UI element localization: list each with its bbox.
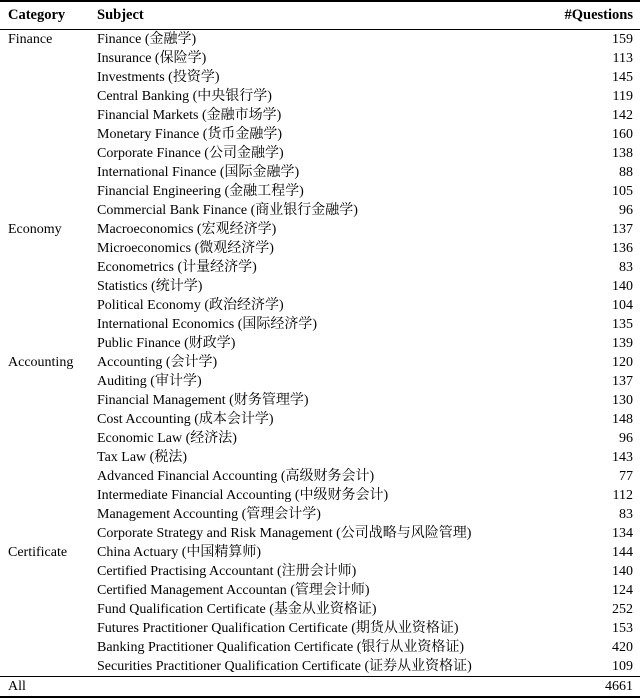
subject-cell: Auditing (审计学) xyxy=(97,374,202,389)
table-row xyxy=(0,581,640,600)
subject-cell: Central Banking (中央银行学) xyxy=(97,89,272,104)
questions-cell: 160 xyxy=(612,127,633,142)
questions-cell: 143 xyxy=(612,450,633,465)
subject-cell: Monetary Finance (货币金融学) xyxy=(97,127,283,142)
questions-cell: 96 xyxy=(619,203,633,218)
column-header-questions: #Questions xyxy=(549,1,640,30)
subject-cell: Corporate Strategy and Risk Management (公司战略与风险管理) xyxy=(97,526,472,541)
category-cell xyxy=(0,372,97,391)
questions-cell: 88 xyxy=(619,165,633,180)
category-cell xyxy=(0,638,97,657)
subject-cell: Securities Practitioner Qualification Certificate (证券从业资格证) xyxy=(97,659,472,674)
table-row xyxy=(0,239,640,258)
category-cell xyxy=(0,505,97,524)
questions-cell: 144 xyxy=(612,545,633,560)
table-row xyxy=(0,68,640,87)
subject-cell: Financial Markets (金融市场学) xyxy=(97,108,282,123)
questions-cell: 135 xyxy=(612,317,633,332)
category-cell: Accounting xyxy=(8,355,74,370)
all-subject-cell xyxy=(97,677,549,698)
questions-cell: 104 xyxy=(612,298,633,313)
questions-cell: 138 xyxy=(612,146,633,161)
subject-cell: Commercial Bank Finance (商业银行金融学) xyxy=(97,203,358,218)
table-row xyxy=(0,524,640,543)
table-row xyxy=(0,49,640,68)
table-row xyxy=(0,296,640,315)
subject-cell: China Actuary (中国精算师) xyxy=(97,545,262,560)
category-cell xyxy=(0,600,97,619)
table-row xyxy=(0,410,640,429)
category-cell xyxy=(0,581,97,600)
questions-cell: 420 xyxy=(612,640,633,655)
category-cell: Finance xyxy=(8,32,53,47)
category-cell xyxy=(0,448,97,467)
category-cell xyxy=(0,277,97,296)
subject-cell: Advanced Financial Accounting (高级财务会计) xyxy=(97,469,375,484)
questions-cell: 153 xyxy=(612,621,633,636)
category-cell xyxy=(0,258,97,277)
category-cell xyxy=(0,562,97,581)
category-cell xyxy=(0,410,97,429)
category-cell xyxy=(0,163,97,182)
questions-cell: 142 xyxy=(612,108,633,123)
table-row xyxy=(0,334,640,353)
subject-cell: Certified Management Accountan (管理会计师) xyxy=(97,583,370,598)
all-total-cell: 4661 xyxy=(549,677,640,698)
questions-cell: 112 xyxy=(612,488,633,503)
table-row xyxy=(0,182,640,201)
table-row xyxy=(0,201,640,220)
questions-cell: 140 xyxy=(612,564,633,579)
table-row xyxy=(0,619,640,638)
subject-cell: Intermediate Financial Accounting (中级财务会计) xyxy=(97,488,389,503)
subject-cell: Microeconomics (微观经济学) xyxy=(97,241,274,256)
subject-cell: Economic Law (经济法) xyxy=(97,431,237,446)
header-row xyxy=(0,1,640,30)
table-row xyxy=(0,315,640,334)
table-row xyxy=(0,638,640,657)
subject-cell: Banking Practitioner Qualification Certificate (银行从业资格证) xyxy=(97,640,465,655)
subject-cell: Insurance (保险学) xyxy=(97,51,207,66)
questions-cell: 83 xyxy=(619,260,633,275)
questions-cell: 136 xyxy=(612,241,633,256)
questions-cell: 134 xyxy=(612,526,633,541)
questions-cell: 140 xyxy=(612,279,633,294)
category-cell xyxy=(0,619,97,638)
category-cell xyxy=(0,467,97,486)
questions-cell: 77 xyxy=(619,469,633,484)
table-row xyxy=(0,600,640,619)
questions-cell: 145 xyxy=(612,70,633,85)
category-cell: Certificate xyxy=(8,545,68,560)
subject-cell: Public Finance (财政学) xyxy=(97,336,236,351)
table-row xyxy=(0,144,640,163)
subject-cell: International Economics (国际经济学) xyxy=(97,317,318,332)
questions-cell: 109 xyxy=(612,659,633,674)
table-row xyxy=(0,353,640,372)
table-row xyxy=(0,372,640,391)
table-row xyxy=(0,220,640,239)
table-row xyxy=(0,277,640,296)
questions-cell: 137 xyxy=(612,374,633,389)
questions-cell: 120 xyxy=(612,355,633,370)
all-total-row xyxy=(0,677,640,698)
questions-cell: 130 xyxy=(612,393,633,408)
subject-cell: Cost Accounting (成本会计学) xyxy=(97,412,274,427)
subject-cell: Financial Engineering (金融工程学) xyxy=(97,184,304,199)
subject-cell: International Finance (国际金融学) xyxy=(97,165,300,180)
category-cell xyxy=(0,182,97,201)
category-cell xyxy=(0,106,97,125)
table-row xyxy=(0,125,640,144)
table-row xyxy=(0,562,640,581)
subject-cell: Political Economy (政治经济学) xyxy=(97,298,284,313)
table-row xyxy=(0,505,640,524)
column-header-subject: Subject xyxy=(97,1,549,30)
subject-cell: Investments (投资学) xyxy=(97,70,220,85)
category-cell xyxy=(0,296,97,315)
subject-cell: Financial Management (财务管理学) xyxy=(97,393,309,408)
table-row xyxy=(0,163,640,182)
category-cell xyxy=(0,391,97,410)
table-row xyxy=(0,258,640,277)
category-cell xyxy=(0,201,97,220)
table-body xyxy=(0,30,640,698)
category-cell xyxy=(0,524,97,543)
questions-cell: 139 xyxy=(612,336,633,351)
category-cell xyxy=(0,125,97,144)
category-cell xyxy=(0,315,97,334)
questions-cell: 105 xyxy=(612,184,633,199)
table-row xyxy=(0,106,640,125)
category-cell xyxy=(0,429,97,448)
questions-cell: 137 xyxy=(612,222,633,237)
all-label-cell: All xyxy=(0,677,97,698)
subject-cell: Certified Practising Accountant (注册会计师) xyxy=(97,564,357,579)
subject-cell: Accounting (会计学) xyxy=(97,355,218,370)
column-header-category: Category xyxy=(0,1,97,30)
subject-cell: Econometrics (计量经济学) xyxy=(97,260,257,275)
questions-cell: 119 xyxy=(612,89,633,104)
subject-cell: Finance (金融学) xyxy=(97,32,197,47)
category-cell xyxy=(0,486,97,505)
table-row xyxy=(0,87,640,106)
table-row xyxy=(0,429,640,448)
subject-cell: Futures Practitioner Qualification Certificate (期货从业资格证) xyxy=(97,621,459,636)
subject-cell: Management Accounting (管理会计学) xyxy=(97,507,321,522)
subject-cell: Corporate Finance (公司金融学) xyxy=(97,146,284,161)
category-cell xyxy=(0,657,97,677)
table-row xyxy=(0,657,640,677)
category-cell xyxy=(0,239,97,258)
table-header xyxy=(0,1,640,30)
subject-cell: Macroeconomics (宏观经济学) xyxy=(97,222,277,237)
category-cell xyxy=(0,68,97,87)
table-row xyxy=(0,391,640,410)
questions-cell: 96 xyxy=(619,431,633,446)
category-cell: Economy xyxy=(8,222,62,237)
category-cell xyxy=(0,49,97,68)
questions-cell: 113 xyxy=(612,51,633,66)
table-row xyxy=(0,448,640,467)
questions-cell: 124 xyxy=(612,583,633,598)
subject-cell: Tax Law (税法) xyxy=(97,450,187,465)
category-cell xyxy=(0,144,97,163)
table-row xyxy=(0,30,640,50)
questions-cell: 252 xyxy=(612,602,633,617)
table-row xyxy=(0,467,640,486)
questions-cell: 159 xyxy=(612,32,633,47)
questions-cell: 148 xyxy=(612,412,633,427)
category-cell xyxy=(0,87,97,106)
subject-cell: Fund Qualification Certificate (基金从业资格证) xyxy=(97,602,377,617)
questions-cell: 83 xyxy=(619,507,633,522)
table-row xyxy=(0,543,640,562)
subject-cell: Statistics (统计学) xyxy=(97,279,203,294)
category-cell xyxy=(0,334,97,353)
table-row xyxy=(0,486,640,505)
